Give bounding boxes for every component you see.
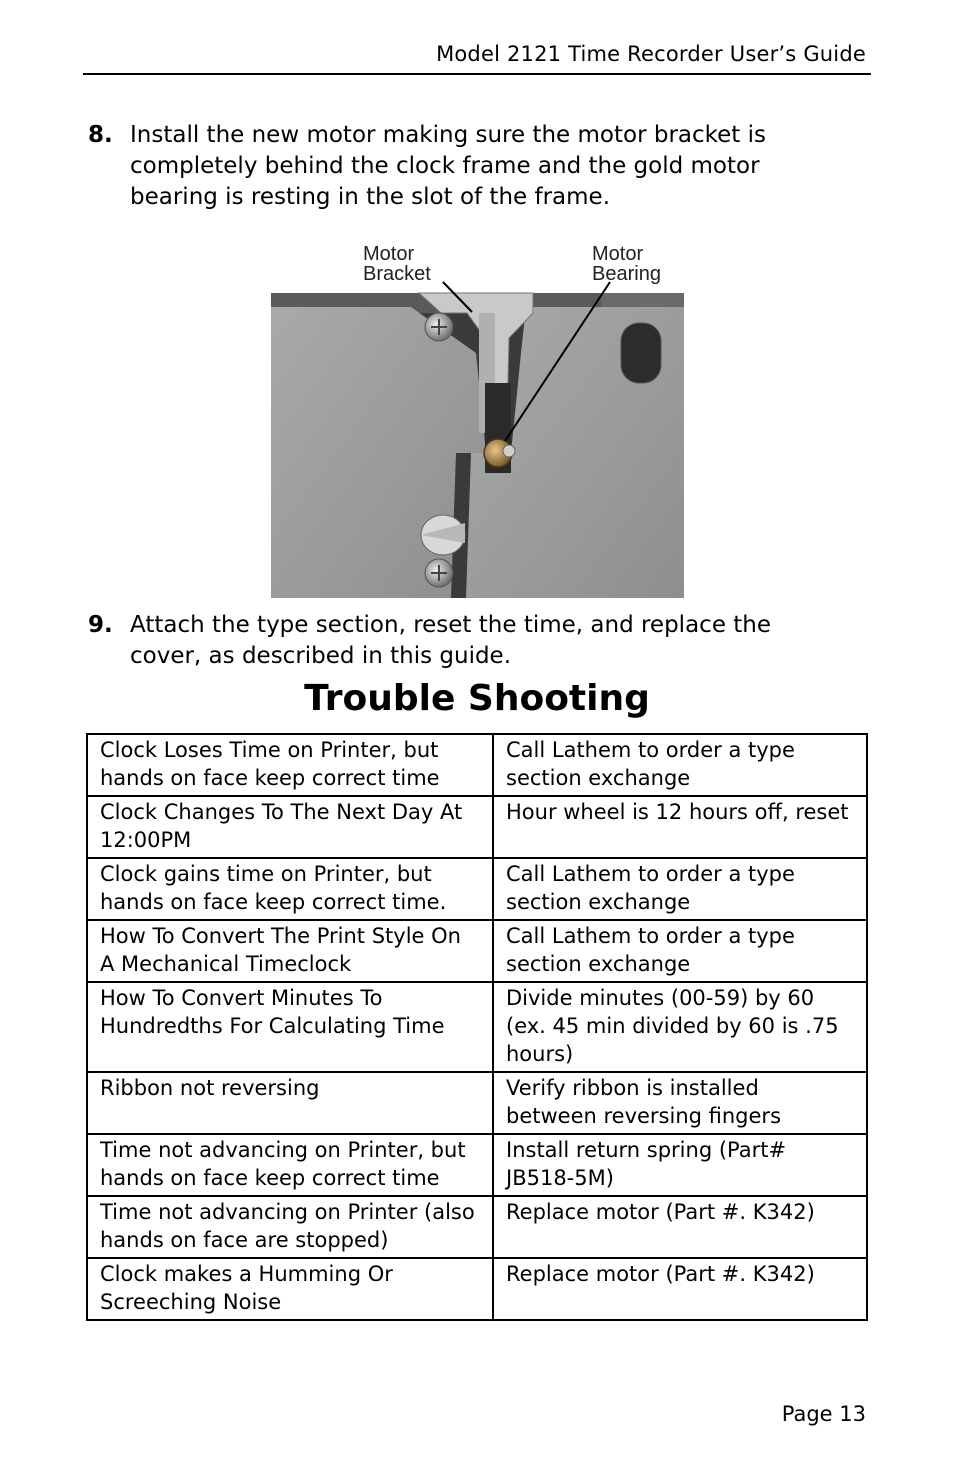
solution-cell: Hour wheel is 12 hours off, reset	[493, 796, 867, 858]
solution-cell: Call Lathem to order a type section exchange	[493, 858, 867, 920]
table-row	[87, 796, 867, 858]
header-rule	[83, 73, 871, 75]
header-title: Model 2121 Time Recorder User’s Guide	[436, 42, 866, 66]
solution-cell: Replace motor (Part #. K342)	[493, 1196, 867, 1258]
problem-cell: Clock Loses Time on Printer, but hands on face keep correct time	[87, 734, 493, 796]
table-row	[87, 1072, 867, 1134]
table-row	[87, 858, 867, 920]
problem-cell: Clock makes a Humming Or Screeching Noise	[87, 1258, 493, 1320]
page-number: Page 13	[781, 1402, 866, 1426]
callout-label-bearing-line2: Bearing	[592, 263, 661, 285]
motor-photo-figure	[271, 238, 684, 598]
problem-cell: How To Convert Minutes To Hundredths For Calculating Time	[87, 982, 493, 1072]
problem-cell: Clock Changes To The Next Day At 12:00PM	[87, 796, 493, 858]
solution-cell: Call Lathem to order a type section exchange	[493, 734, 867, 796]
callout-label-bracket-line1: Motor	[363, 243, 415, 265]
solution-cell: Call Lathem to order a type section exchange	[493, 920, 867, 982]
solution-cell: Install return spring (Part# JB518-5M)	[493, 1134, 867, 1196]
table-row	[87, 734, 867, 796]
trouble-shooting-table	[86, 733, 868, 1321]
step-9	[88, 610, 848, 672]
solution-cell: Verify ribbon is installed between reversing fingers	[493, 1072, 867, 1134]
table-row	[87, 1134, 867, 1196]
step-8	[88, 120, 848, 213]
problem-cell: How To Convert The Print Style On A Mechanical Timeclock	[87, 920, 493, 982]
solution-cell: Replace motor (Part #. K342)	[493, 1258, 867, 1320]
section-title: Trouble Shooting	[304, 678, 650, 719]
motor-photo	[271, 238, 684, 598]
step-text: Attach the type section, reset the time, and replace the cover, as described in this guide.	[130, 612, 772, 669]
solution-cell: Divide minutes (00-59) by 60 (ex. 45 min divided by 60 is .75 hours)	[493, 982, 867, 1072]
problem-cell: Time not advancing on Printer (also hands on face are stopped)	[87, 1196, 493, 1258]
callout-label-bearing-line1: Motor	[592, 243, 644, 265]
problem-cell: Ribbon not reversing	[87, 1072, 493, 1134]
problem-cell: Clock gains time on Printer, but hands on face keep correct time.	[87, 858, 493, 920]
callout-label-bracket-line2: Bracket	[363, 263, 431, 285]
table-row	[87, 982, 867, 1072]
problem-cell: Time not advancing on Printer, but hands on face keep correct time	[87, 1134, 493, 1196]
step-number: 9.	[88, 612, 113, 638]
table-row	[87, 1196, 867, 1258]
table-row	[87, 920, 867, 982]
step-text: Install the new motor making sure the motor bracket is completely behind the clock frame and the gold motor bearing is resting in the slot of the frame.	[130, 122, 766, 210]
step-number: 8.	[88, 122, 113, 148]
table-row	[87, 1258, 867, 1320]
